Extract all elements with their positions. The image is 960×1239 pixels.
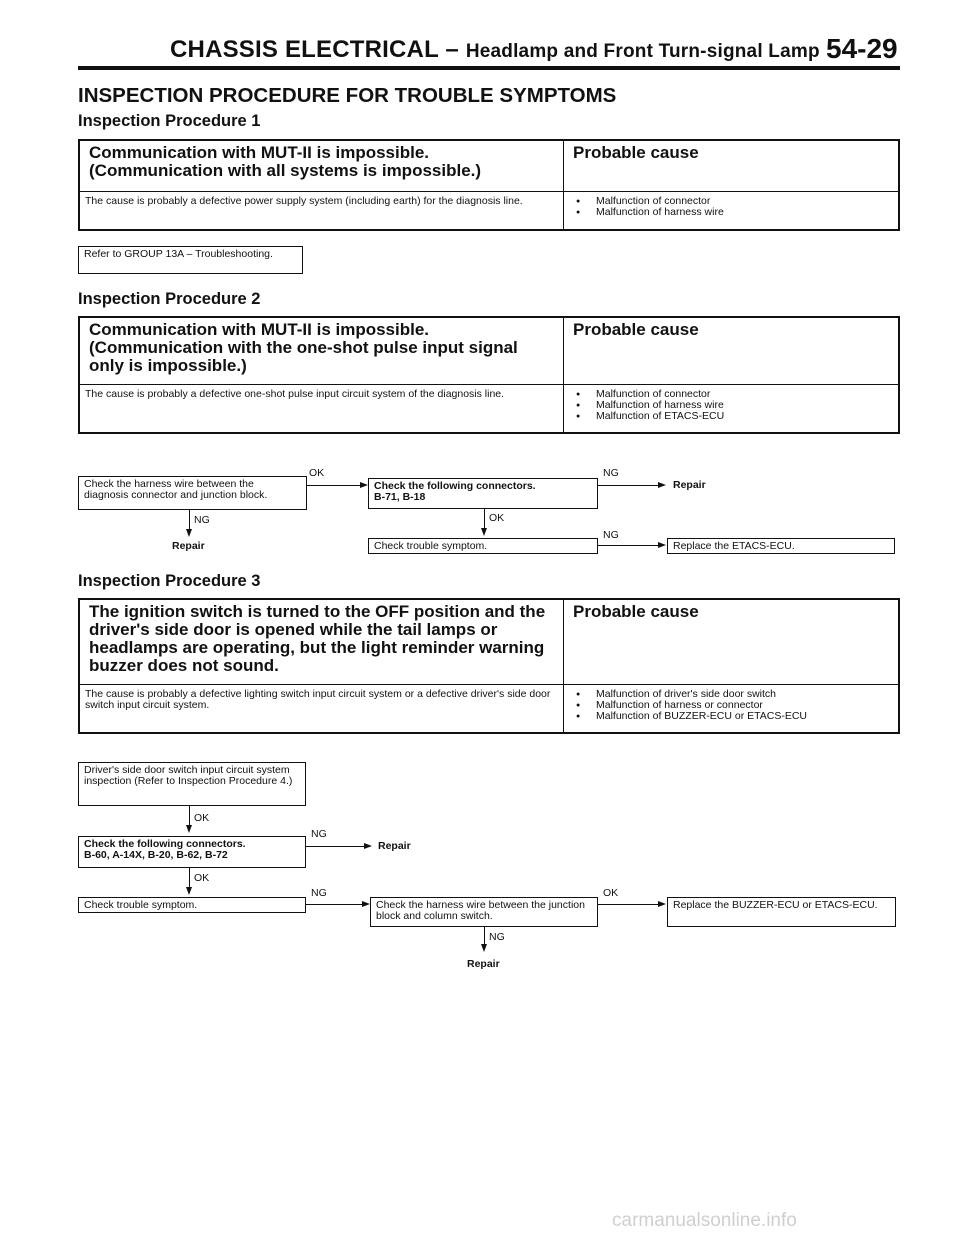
connectors-list: B-71, B-18 bbox=[374, 491, 426, 503]
cause-item: ● Malfunction of driver's side door switch bbox=[576, 689, 886, 700]
procedure-2-table bbox=[78, 316, 900, 434]
flow2-ng-label: NG bbox=[194, 514, 210, 526]
arrow-right-icon bbox=[362, 901, 370, 907]
flow2-ng-label: NG bbox=[603, 467, 619, 479]
cause-item: ● Malfunction of harness or connector bbox=[576, 700, 886, 711]
procedure-3-symptom: The ignition switch is turned to the OFF position and the driver's side door is opened while the tail lamps or headlamps are operating, but the light reminder warning buzzer does not sound. bbox=[80, 600, 564, 685]
flow2-arrow-line bbox=[307, 485, 362, 486]
cause-item: ● Malfunction of harness wire bbox=[576, 207, 886, 218]
procedure-2-title: Inspection Procedure 2 bbox=[78, 290, 261, 308]
flow3-ok-label: OK bbox=[194, 812, 210, 824]
arrow-down-icon bbox=[186, 825, 192, 833]
procedure-1-symptom: Communication with MUT-II is impossible. (Communication with all systems is impossible.) bbox=[80, 141, 564, 192]
flow3-ok-label: OK bbox=[603, 887, 619, 899]
procedure-3-title: Inspection Procedure 3 bbox=[78, 572, 261, 590]
header-rule bbox=[78, 66, 900, 70]
connectors-heading: Check the following connectors. bbox=[84, 838, 246, 850]
cause-item: ● Malfunction of connector bbox=[576, 389, 886, 400]
flow2-ok-label: OK bbox=[309, 467, 325, 479]
procedure-3-causes bbox=[564, 685, 898, 732]
procedure-1-causes bbox=[564, 192, 898, 230]
arrow-right-icon bbox=[658, 542, 666, 548]
flow2-repair-label: Repair bbox=[172, 540, 205, 552]
page-header bbox=[170, 36, 820, 64]
connectors-list: B-60, A-14X, B-20, B-62, B-72 bbox=[84, 849, 228, 861]
arrow-right-icon bbox=[658, 901, 666, 907]
procedure-3-table bbox=[78, 598, 900, 734]
flow3-check-symptom-box: Check trouble symptom. bbox=[78, 897, 306, 913]
arrow-down-icon bbox=[186, 529, 192, 537]
flow2-check-symptom-box: Check trouble symptom. bbox=[368, 538, 598, 554]
flow2-repair-label: Repair bbox=[673, 479, 706, 491]
procedure-3-cause-header: Probable cause bbox=[564, 600, 898, 685]
flow2-replace-box: Replace the ETACS-ECU. bbox=[667, 538, 895, 554]
arrow-right-icon bbox=[360, 482, 368, 488]
flow2-arrow-line bbox=[598, 485, 660, 486]
cause-item: ● Malfunction of BUZZER-ECU or ETACS-ECU bbox=[576, 711, 886, 722]
flow3-check-harness-box: Check the harness wire between the junction block and column switch. bbox=[370, 897, 598, 927]
flow3-replace-box: Replace the BUZZER-ECU or ETACS-ECU. bbox=[667, 897, 896, 927]
flow3-ng-label: NG bbox=[311, 828, 327, 840]
flow3-repair-label: Repair bbox=[467, 958, 500, 970]
flow2-arrow-line bbox=[598, 545, 660, 546]
header-dash: – bbox=[438, 36, 466, 63]
arrow-right-icon bbox=[658, 482, 666, 488]
procedure-2-cause-header: Probable cause bbox=[564, 318, 898, 385]
flow3-arrow-line bbox=[306, 904, 364, 905]
procedure-1-table bbox=[78, 139, 900, 231]
flow3-down-line bbox=[189, 868, 190, 888]
arrow-down-icon bbox=[186, 887, 192, 895]
procedure-1-note-box: Refer to GROUP 13A – Troubleshooting. bbox=[78, 246, 303, 274]
flow2-down-line bbox=[484, 509, 485, 529]
section-title: CHASSIS ELECTRICAL bbox=[170, 36, 439, 63]
procedure-2-description: The cause is probably a defective one-shot pulse input circuit system of the diagnosis line. bbox=[80, 385, 564, 432]
subsection-title: Headlamp and Front Turn-signal Lamp bbox=[465, 41, 820, 62]
flow3-repair-label: Repair bbox=[378, 840, 411, 852]
connectors-heading: Check the following connectors. bbox=[374, 480, 536, 492]
cause-item: ● Malfunction of harness wire bbox=[576, 400, 886, 411]
procedure-2-symptom: Communication with MUT-II is impossible. (Communication with the one-shot pulse input signal only is impossible.) bbox=[80, 318, 564, 385]
flow3-arrow-line bbox=[598, 904, 660, 905]
flow3-ng-label: NG bbox=[311, 887, 327, 899]
page-number: 54-29 bbox=[826, 33, 898, 64]
flow3-arrow-line bbox=[306, 846, 366, 847]
flow3-ng-label: NG bbox=[489, 931, 505, 943]
flow3-check-connectors-box bbox=[78, 836, 306, 868]
flow2-down-line bbox=[189, 510, 190, 530]
flow3-door-switch-box: Driver's side door switch input circuit system inspection (Refer to Inspection Procedure 4.) bbox=[78, 762, 306, 806]
arrow-down-icon bbox=[481, 944, 487, 952]
arrow-right-icon bbox=[364, 843, 372, 849]
cause-item: ● Malfunction of ETACS-ECU bbox=[576, 411, 886, 422]
flow3-down-line bbox=[484, 927, 485, 945]
procedure-1-title: Inspection Procedure 1 bbox=[78, 112, 261, 130]
procedure-3-description: The cause is probably a defective lighting switch input circuit system or a defective driver's side door switch input circuit system. bbox=[80, 685, 564, 732]
flow3-down-line bbox=[189, 806, 190, 826]
procedure-1-description: The cause is probably a defective power supply system (including earth) for the diagnosis line. bbox=[80, 192, 564, 230]
procedure-2-causes bbox=[564, 385, 898, 432]
document-title: INSPECTION PROCEDURE FOR TROUBLE SYMPTOMS bbox=[78, 84, 617, 107]
procedure-1-cause-header: Probable cause bbox=[564, 141, 898, 192]
cause-item: ● Malfunction of connector bbox=[576, 196, 886, 207]
flow2-check-harness-box: Check the harness wire between the diagnosis connector and junction block. bbox=[78, 476, 307, 510]
arrow-down-icon bbox=[481, 528, 487, 536]
watermark: carmanualsonline.info bbox=[612, 1210, 797, 1231]
flow3-ok-label: OK bbox=[194, 872, 210, 884]
flow2-ok-label: OK bbox=[489, 512, 505, 524]
flow2-check-connectors-box bbox=[368, 478, 598, 509]
flow2-ng-label: NG bbox=[603, 529, 619, 541]
